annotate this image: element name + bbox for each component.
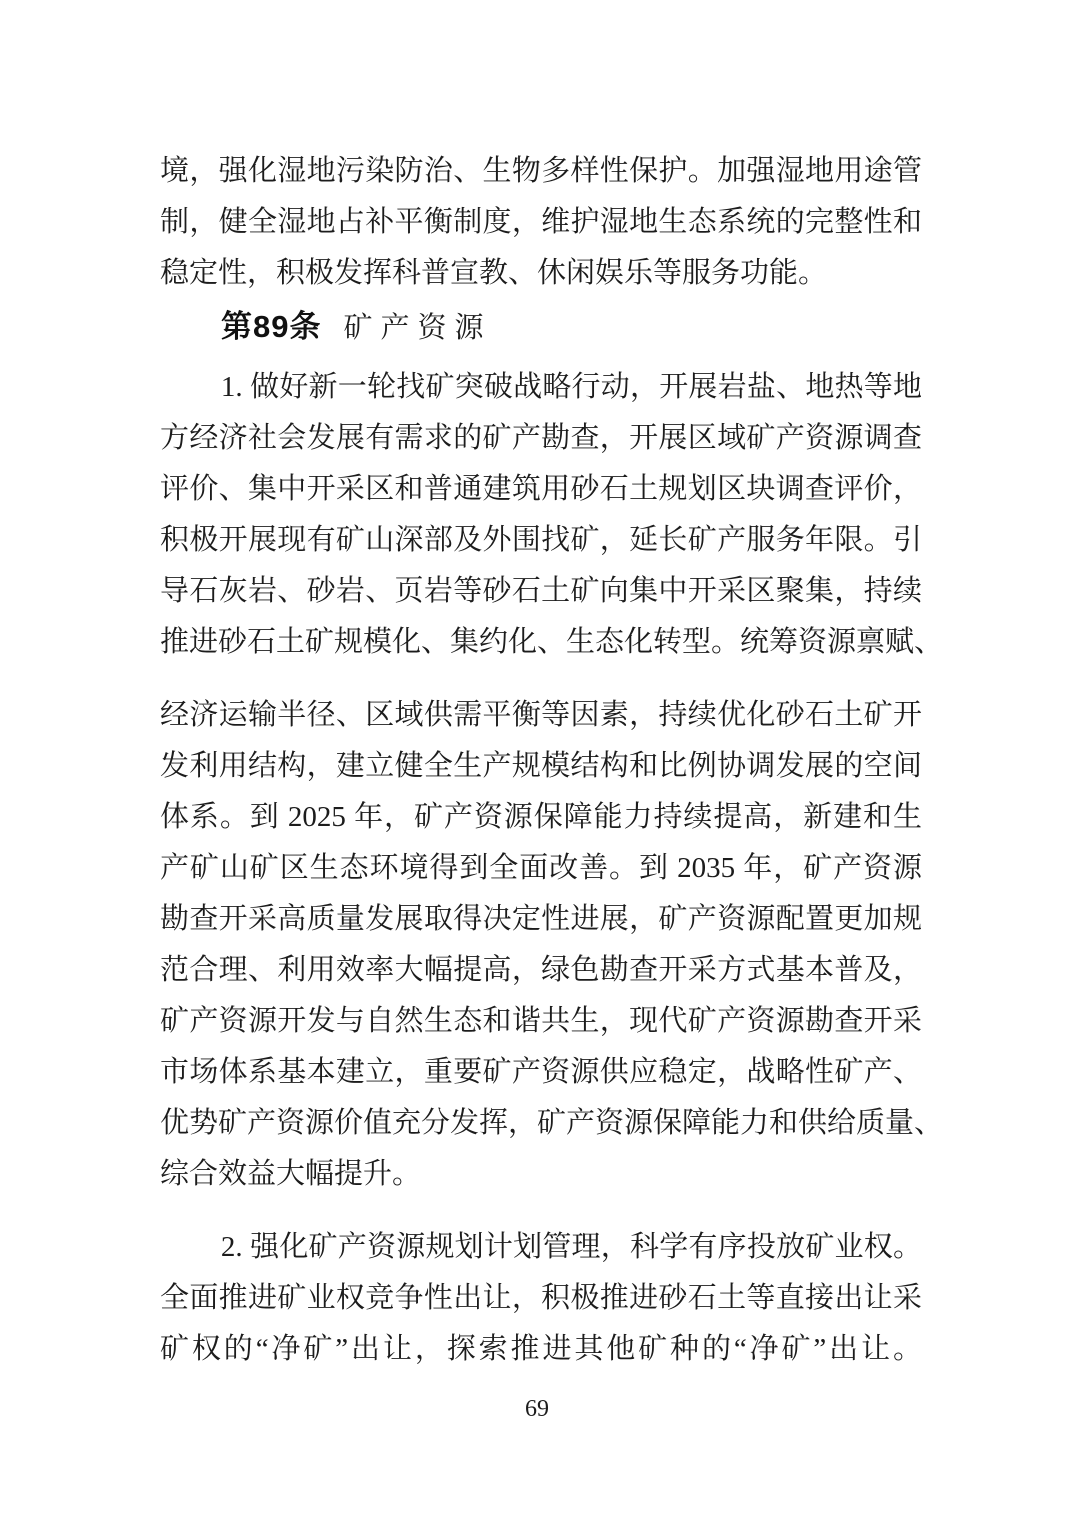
text-line: 稳定性，积极发挥科普宣教、休闲娱乐等服务功能。 [160,257,828,289]
text-line: 发利用结构，建立健全生产规模结构和比例协调发展的空间 [160,750,922,782]
text-line: 全面推进矿业权竞争性出让，积极推进砂石土等直接出让采 [160,1282,922,1314]
paragraph-gap [160,668,922,690]
text-line: 导石灰岩、砂岩、页岩等砂石土矿向集中开采区聚集，持续 [160,575,922,607]
article-title: 矿产资源 [343,312,492,344]
text-line: 体系。到 2025 年，矿产资源保障能力持续提高，新建和生 [160,801,922,833]
article-89-heading [160,301,922,352]
text-line: 方经济社会发展有需求的矿产勘查，开展区域矿产资源调查 [160,422,922,454]
text-line: 综合效益大幅提升。 [160,1158,422,1190]
text-line: 推进砂石土矿规模化、集约化、生态化转型。统筹资源禀赋、 [160,626,944,658]
text-line: 矿权的“净矿”出让，探索推进其他矿种的“净矿”出让。 [160,1333,922,1365]
text-line: 范合理、利用效率大幅提高，绿色勘查开采方式基本普及， [160,954,922,986]
text-line: 经济运输半径、区域供需平衡等因素，持续优化砂石土矿开 [160,699,922,731]
text-line: 1. 做好新一轮找矿突破战略行动，开展岩盐、地热等地 [220,371,922,403]
text-block [160,146,944,1375]
paragraph-wetland-continuation [160,146,922,299]
text-line: 产矿山矿区生态环境得到全面改善。到 2035 年，矿产资源 [160,852,922,884]
text-line: 勘查开采高质量发展取得决定性进展，矿产资源配置更加规 [160,903,922,935]
article-number: 第89条 [221,309,322,344]
paragraph-item-2 [160,1222,922,1375]
text-line: 市场体系基本建立，重要矿产资源供应稳定，战略性矿产、 [160,1056,922,1088]
page-number: 69 [525,1396,549,1422]
text-line: 矿产资源开发与自然生态和谐共生，现代矿产资源勘查开采 [160,1005,922,1037]
text-line: 2. 强化矿产资源规划计划管理，科学有序投放矿业权。 [220,1231,922,1263]
paragraph-item-1-part-1 [160,362,944,668]
paragraph-gap [160,1200,922,1222]
text-line: 优势矿产资源价值充分发挥，矿产资源保障能力和供给质量、 [160,1107,944,1139]
paragraph-item-1-part-2 [160,690,944,1200]
text-line: 境，强化湿地污染防治、生物多样性保护。加强湿地用途管 [160,155,922,187]
text-line: 评价、集中开采区和普通建筑用砂石土规划区块调查评价， [160,473,922,505]
text-line: 制，健全湿地占补平衡制度，维护湿地生态系统的完整性和 [160,206,922,238]
text-line: 积极开展现有矿山深部及外围找矿，延长矿产服务年限。引 [160,524,922,556]
